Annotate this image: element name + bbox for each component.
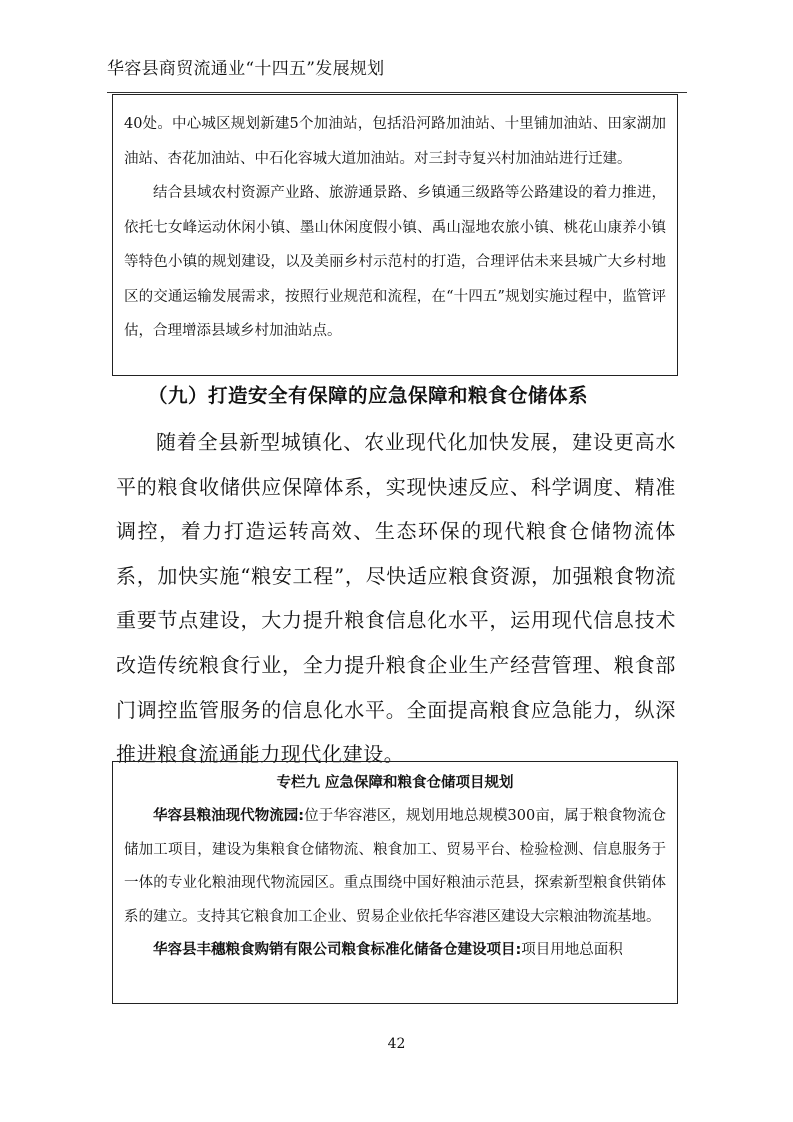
project-description: 项目用地总面积 [521, 942, 623, 958]
box-paragraph: 40处。中心城区规划新建5个加油站，包括沿河路加油站、十里铺加油站、田家湖加油站、杏花加油站、中石化容城大道加油站。对三封寺复兴村加油站进行迁建。 [124, 116, 666, 167]
box-paragraph: 结合县域农村资源产业路、旅游通景路、乡镇通三级路等公路建设的着力推进，依托七女峰运动休闲小镇、墨山休闲度假小镇、禹山湿地农旅小镇、桃花山康养小镇等特色小镇的规划建设，以及美丽乡村示范村的打造，合理评估未来县城广大乡村地区的交通运输发展需求，按照行业规范和流程，在“十四五”规划实施过程中，监管评估，合理增添县域乡村加油站点。 [124, 185, 666, 339]
section-heading: （九）打造安全有保障的应急保障和粮食仓储体系 [148, 384, 589, 407]
project-name: 华容县粮油现代物流园: [153, 808, 305, 824]
page-number: 42 [387, 1036, 406, 1052]
body-paragraph: 随着全县新型城镇化、农业现代化加快发展，建设更高水平的粮食收储供应保障体系，实现快速反应、科学调度、精准调控，着力打造运转高效、生态环保的现代粮食仓储物流体系，加快实施“粮安工程”，尽快适应粮食资源，加强粮食物流重要节点建设，大力提升粮食信息化水平，运用现代信息技术改造传统粮食行业，全力提升粮食企业生产经营管理、粮食部门调控监管服务的信息化水平。全面提高粮食应急能力，纵深推进粮食流通能力现代化建设。 [116, 430, 676, 767]
header-divider [107, 92, 687, 93]
special-column-title: 专栏九 应急保障和粮食仓储项目规划 [276, 775, 514, 791]
boxed-text-continuation [112, 94, 678, 376]
project-description: 位于华容港区，规划用地总规模300亩，属于粮食物流仓储加工项目，建设为集粮食仓储物流、粮食加工、贸易平台、检验检测、信息服务于一体的专业化粮油现代物流园区。重点围绕中国好粮油示范县，探索新型粮食供销体系的建立。支持其它粮食加工企业、贸易企业依托华容港区建设大宗粮油物流基地。 [124, 808, 666, 925]
special-column-box [112, 761, 678, 1004]
project-item [124, 800, 666, 934]
page-header: 华容县商贸流通业“十四五”发展规划 [107, 59, 385, 79]
project-item [124, 934, 666, 968]
project-name: 华容县丰穗粮食购销有限公司粮食标准化储备仓建设项目: [153, 942, 522, 958]
